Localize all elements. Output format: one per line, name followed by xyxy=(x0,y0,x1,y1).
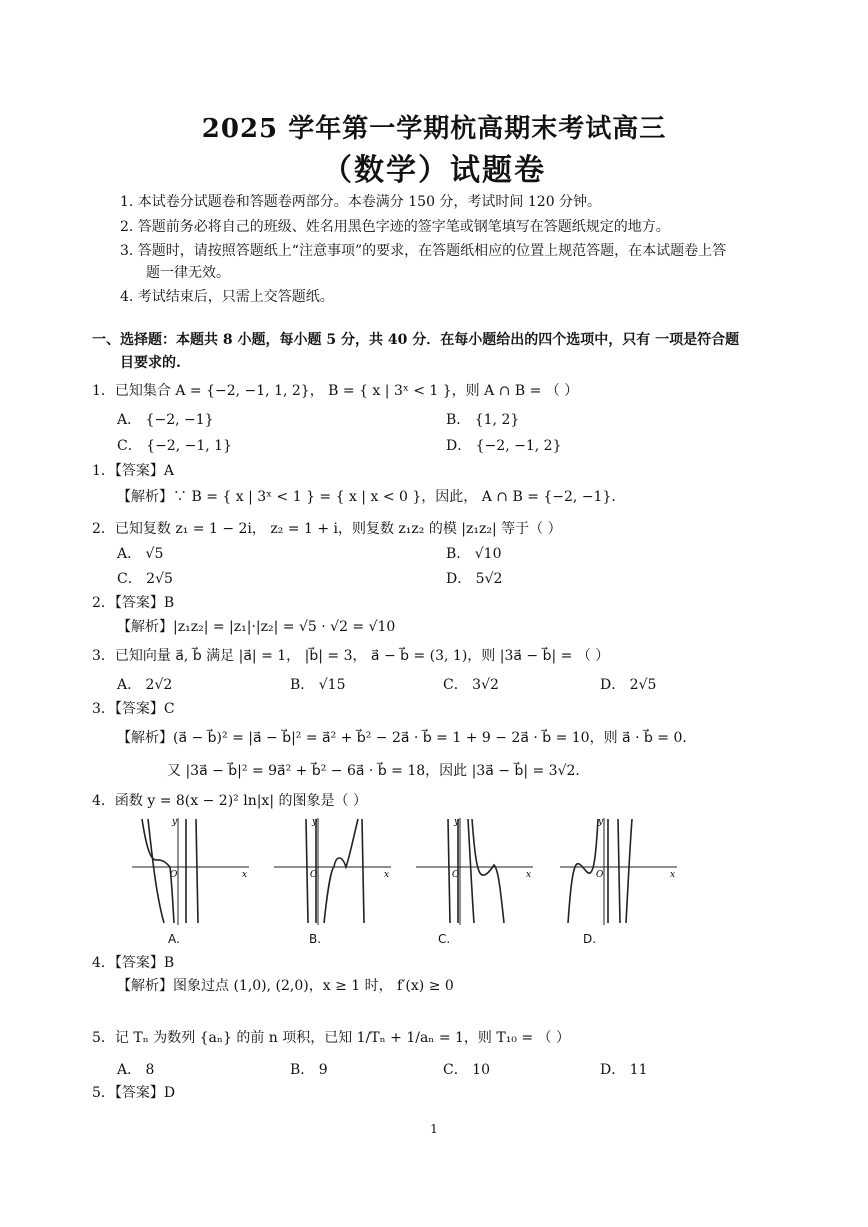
note-2: 2. 答题前务必将自己的班级、姓名用黑色字迹的签字笔或钢笔填写在答题纸规定的地方。 xyxy=(120,219,670,235)
y-axis-label: y xyxy=(598,817,604,827)
q5-option-b: B． 9 xyxy=(290,1062,328,1078)
q3-option-b: B． √15 xyxy=(290,677,346,693)
q2-stem: 2．已知复数 z₁ = 1 − 2i， z₂ = 1 + i，则复数 z₁z₂ 的模 |z₁z₂| 等于（ ） xyxy=(92,521,562,537)
q5-answer: 5．【答案】D xyxy=(92,1085,176,1101)
q4-stem: 4．函数 y = 8(x − 2)² ln|x| 的图象是（ ） xyxy=(92,793,367,809)
q3-option-c: C． 3√2 xyxy=(443,677,499,693)
x-axis-label: x xyxy=(526,870,532,880)
q2-option-b: B． √10 xyxy=(446,546,502,562)
q3-analysis-2: 又 |3a⃗ − b⃗|² = 9a⃗² + b⃗² − 6a⃗ · b⃗ = 18，因此 |3a⃗ − b⃗| = 3√2． xyxy=(167,763,590,779)
q2-answer: 2．【答案】B xyxy=(92,595,175,611)
y-axis-label: y xyxy=(454,817,460,827)
q3-analysis-1: 【解析】(a⃗ − b⃗)² = |a⃗ − b⃗|² = a⃗² + b⃗² − 2a⃗ · b⃗ = 1 + 9 − 2a⃗ · b⃗ = 10，则 a⃗ · b⃗ = 0． xyxy=(117,730,697,746)
q3-option-d: D． 2√5 xyxy=(600,677,657,693)
section-heading-cont: 目要求的. xyxy=(120,355,181,371)
q1-analysis: 【解析】∵ B = { x | 3ˣ < 1 } = { x | x < 0 }，因此， A ∩ B = {−2, −1}． xyxy=(117,489,626,505)
q4-graph-c xyxy=(412,815,537,927)
q4-graph-d-label: D. xyxy=(583,932,597,946)
y-axis-label: y xyxy=(172,817,178,827)
origin-label: O xyxy=(310,870,318,880)
q4-graph-b-label: B. xyxy=(309,932,322,946)
q1-answer: 1．【答案】A xyxy=(92,463,175,479)
x-axis-label: x xyxy=(242,870,248,880)
exam-title: 2025 学年第一学期杭高期末考试高三 xyxy=(201,114,667,144)
q5-option-c: C． 10 xyxy=(443,1062,490,1078)
q2-option-c: C． 2√5 xyxy=(117,571,173,587)
q4-answer: 4．【答案】B xyxy=(92,955,175,971)
q2-option-a: A． √5 xyxy=(117,546,164,562)
note-3-cont: 题一律无效。 xyxy=(146,265,230,281)
note-3: 3. 答题时，请按照答题纸上“注意事项”的要求，在答题纸相应的位置上规范答题，在本试题卷上答 xyxy=(120,243,727,259)
x-axis-label: x xyxy=(670,870,676,880)
q3-answer: 3．【答案】C xyxy=(92,701,175,717)
q1-option-c: C． {−2, −1, 1} xyxy=(117,438,232,454)
q4-graph-b xyxy=(270,815,395,927)
x-axis-label: x xyxy=(384,870,390,880)
q2-option-d: D． 5√2 xyxy=(446,571,503,587)
y-axis-label: y xyxy=(312,817,318,827)
exam-subtitle: （数学）试题卷 xyxy=(322,153,546,188)
q4-graph-a-label: A. xyxy=(168,932,180,946)
note-1: 1. 本试卷分试题卷和答题卷两部分。本卷满分 150 分，考试时间 120 分钟。 xyxy=(120,194,602,210)
q3-stem: 3．已知向量 a⃗, b⃗ 满足 |a⃗| = 1， |b⃗| = 3， a⃗ − b⃗ = (3, 1)，则 |3a⃗ − b⃗| = （ ） xyxy=(92,648,610,664)
q4-analysis: 【解析】图象过点 (1,0), (2,0)，x ≥ 1 时， f′(x) ≥ 0 xyxy=(117,978,454,994)
q2-analysis: 【解析】|z₁z₂| = |z₁|·|z₂| = √5 · √2 = √10 xyxy=(117,619,396,635)
q4-graph-a xyxy=(128,815,253,927)
q1-option-d: D． {−2, −1, 2} xyxy=(446,438,562,454)
q3-option-a: A． 2√2 xyxy=(117,677,173,693)
q1-option-b: B． {1, 2} xyxy=(446,412,520,428)
section-heading: 一、选择题：本题共 8 小题，每小题 5 分，共 40 分．在每小题给出的四个选项中，只有 一项是符合题 xyxy=(92,332,740,348)
q1-option-a: A． {−2, −1} xyxy=(117,412,214,428)
q5-stem: 5．记 Tₙ 为数列 {aₙ} 的前 n 项积，已知 1/Tₙ + 1/aₙ = 1，则 T₁₀ = （ ） xyxy=(92,1030,570,1046)
page-number: 1 xyxy=(430,1122,438,1136)
origin-label: O xyxy=(170,870,178,880)
note-4: 4. 考试结束后，只需上交答题纸。 xyxy=(120,289,334,305)
q5-option-a: A． 8 xyxy=(117,1062,155,1078)
origin-label: O xyxy=(452,870,460,880)
origin-label: O xyxy=(596,870,604,880)
q4-graph-c-label: C. xyxy=(438,932,451,946)
q5-option-d: D． 11 xyxy=(600,1062,648,1078)
q4-graph-d xyxy=(556,815,681,927)
q1-stem: 1．已知集合 A = {−2, −1, 1, 2}， B = { x | 3ˣ < 1 }，则 A ∩ B = （ ） xyxy=(92,383,579,399)
